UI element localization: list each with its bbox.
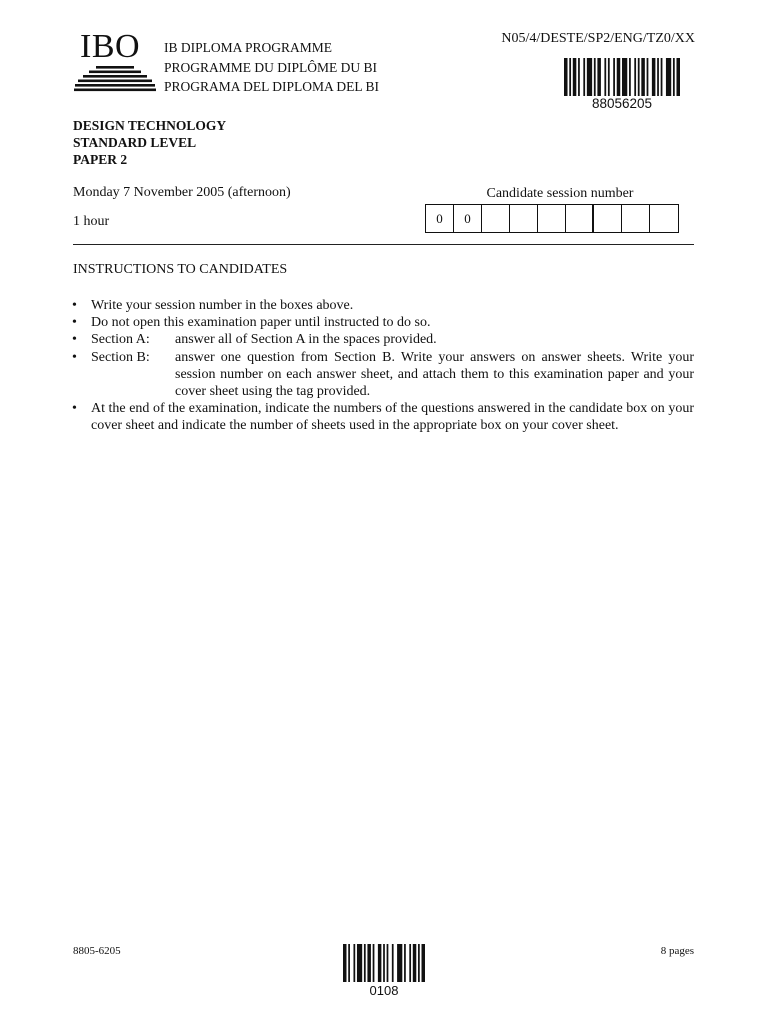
list-item [72,331,694,348]
section-a-row [91,331,694,348]
instruction-text: Write your session number in the boxes above. [91,298,354,313]
section-b-text: answer one question from Section B. Write your answers on answer sheets. Write your session number on each answer sheet, and attach them to this examination paper and your cover sheet using the tag provided. [175,349,694,400]
session-box[interactable] [594,205,622,232]
list-item [72,314,694,331]
section-b-row [91,349,694,401]
footer-reference: 8805-6205 [73,945,121,957]
session-box[interactable] [538,205,566,232]
section-a-text: answer all of Section A in the spaces provided. [175,332,437,348]
bullet: • [72,349,77,365]
section-b-label: Section B: [91,349,150,365]
subject-level: STANDARD LEVEL [73,135,197,150]
barcode-top-number: 88056205 [591,96,653,111]
instructions-title: INSTRUCTIONS TO CANDIDATES [73,262,288,277]
subject-paper: PAPER 2 [73,152,128,167]
barcode-top-icon [564,58,680,96]
bullet: • [72,401,77,417]
barcode-bottom-icon [343,944,425,982]
ibo-logo-text: IBO [80,28,141,65]
session-box[interactable] [650,205,678,232]
instructions-list [72,297,694,435]
bullet: • [72,332,77,348]
instruction-text: Do not open this examination paper until instructed to do so. [91,315,431,331]
ibo-logo-stripes [74,66,156,92]
session-box[interactable]: 0 [426,205,454,232]
instruction-text: At the end of the examination, indicate the numbers of the questions answered in the candidate box on your cover sheet and indicate the number of sheets used in the appropriate box on your cover sheet. [91,401,694,434]
bullet: • [72,315,77,331]
programme-line-es: PROGRAMA DEL DIPLOMA DEL BI [164,79,380,94]
paper-code: N05/4/DESTE/SP2/ENG/TZ0/XX [501,31,695,46]
barcode-bottom-number: 0108 [369,983,399,998]
page-count: 8 pages [660,945,694,957]
programme-line-fr: PROGRAMME DU DIPLÔME DU BI [164,59,378,75]
list-item [72,349,694,401]
session-box[interactable] [482,205,510,232]
session-box[interactable] [510,205,538,232]
list-item [72,297,694,314]
session-box[interactable] [622,205,650,232]
bullet: • [72,298,77,313]
subject-title: DESIGN TECHNOLOGY [73,118,227,133]
section-a-label: Section A: [91,332,150,348]
subject-block [73,117,226,168]
exam-duration: 1 hour [73,214,110,229]
session-box[interactable]: 0 [454,205,482,232]
candidate-session-boxes[interactable] [425,204,679,233]
list-item [72,400,694,434]
candidate-session-label: Candidate session number [486,186,634,201]
header-divider [73,244,694,245]
session-box[interactable] [566,205,594,232]
exam-date: Monday 7 November 2005 (afternoon) [73,185,291,200]
programme-names [164,38,379,97]
programme-line-en: IB DIPLOMA PROGRAMME [164,40,333,55]
